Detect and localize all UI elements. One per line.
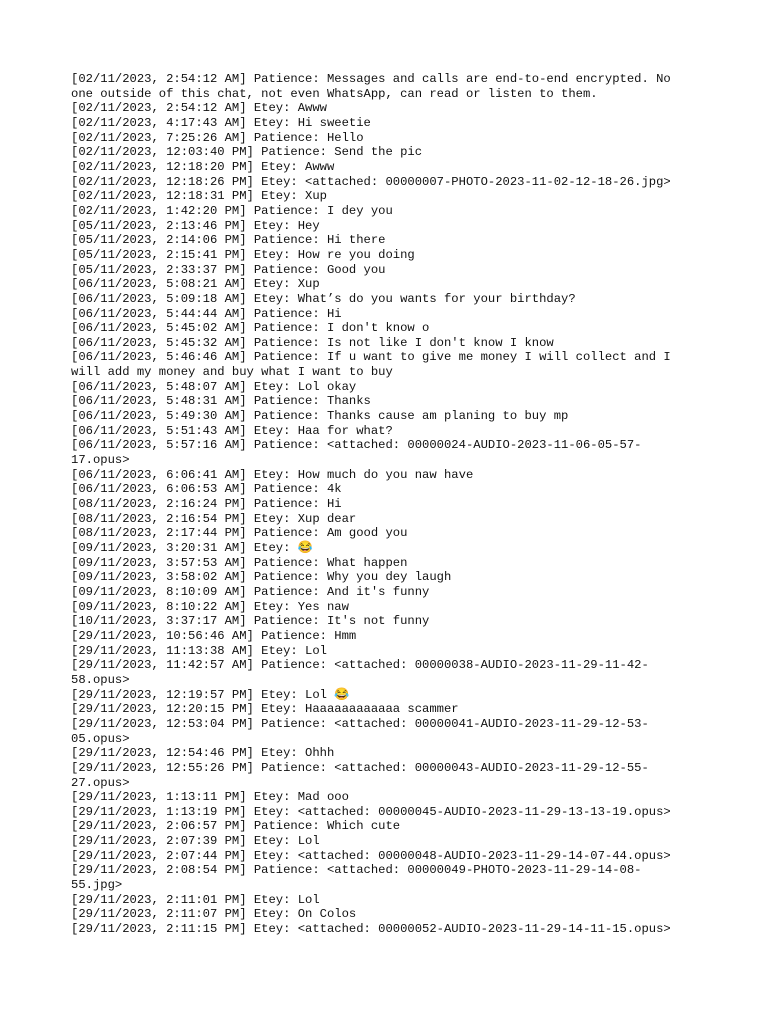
chat-line: [29/11/2023, 10:56:46 AM] Patience: Hmm [71, 628, 357, 643]
chat-line: [29/11/2023, 11:13:38 AM] Etey: Lol [71, 643, 327, 658]
chat-line: [06/11/2023, 5:44:44 AM] Patience: Hi [71, 306, 342, 321]
chat-line: [06/11/2023, 5:09:18 AM] Etey: What’s do you wants for your birthday? [71, 291, 576, 306]
chat-line: [29/11/2023, 12:20:15 PM] Etey: Haaaaaaaaaaaa scammer [71, 702, 459, 717]
chat-line: [02/11/2023, 7:25:26 AM] Patience: Hello [71, 130, 364, 145]
chat-line: [29/11/2023, 2:11:15 PM] Etey: <attached: 00000052-AUDIO-2023-11-29-14-11-15.opus> [71, 922, 671, 937]
chat-line: [29/11/2023, 1:13:11 PM] Etey: Mad ooo [71, 790, 349, 805]
chat-line: [29/11/2023, 2:08:54 PM] Patience: <attached: 00000049-PHOTO-2023-11-29-14-08- [71, 863, 642, 878]
chat-line: [06/11/2023, 5:08:21 AM] Etey: Xup [71, 277, 320, 292]
chat-line: [29/11/2023, 2:11:07 PM] Etey: On Colos [71, 907, 357, 922]
chat-line: [09/11/2023, 3:57:53 AM] Patience: What happen [71, 555, 408, 570]
chat-line: will add my money and buy what I want to buy [71, 365, 393, 380]
chat-line: 55.jpg> [71, 878, 123, 893]
chat-line: [05/11/2023, 2:15:41 PM] Etey: How re you doing [71, 247, 415, 262]
chat-line: [08/11/2023, 2:17:44 PM] Patience: Am good you [71, 526, 408, 541]
chat-line: [06/11/2023, 5:48:07 AM] Etey: Lol okay [71, 379, 357, 394]
chat-line: [06/11/2023, 5:45:32 AM] Patience: Is not like I don't know I know [71, 335, 554, 350]
chat-line: [29/11/2023, 2:11:01 PM] Etey: Lol [71, 892, 320, 907]
chat-line: 05.opus> [71, 731, 130, 746]
chat-line: [09/11/2023, 8:10:22 AM] Etey: Yes naw [71, 599, 349, 614]
chat-line: [05/11/2023, 2:13:46 PM] Etey: Hey [71, 218, 320, 233]
chat-line: [29/11/2023, 12:55:26 PM] Patience: <attached: 00000043-AUDIO-2023-11-29-12-55- [71, 760, 649, 775]
chat-line: [09/11/2023, 8:10:09 AM] Patience: And it's funny [71, 584, 430, 599]
chat-line: [29/11/2023, 2:07:44 PM] Etey: <attached: 00000048-AUDIO-2023-11-29-14-07-44.opus> [71, 848, 671, 863]
chat-line: [02/11/2023, 12:03:40 PM] Patience: Send the pic [71, 145, 423, 160]
chat-line: [29/11/2023, 1:13:19 PM] Etey: <attached: 00000045-AUDIO-2023-11-29-13-13-19.opus> [71, 804, 671, 819]
chat-line: [29/11/2023, 12:54:46 PM] Etey: Ohhh [71, 746, 335, 761]
chat-line: [08/11/2023, 2:16:24 PM] Patience: Hi [71, 497, 342, 512]
chat-line: [09/11/2023, 3:20:31 AM] Etey: 😂 [71, 541, 313, 555]
chat-line: [06/11/2023, 5:49:30 AM] Patience: Thanks cause am planing to buy mp [71, 409, 569, 424]
chat-line: [06/11/2023, 5:48:31 AM] Patience: Thanks [71, 394, 371, 409]
chat-line: [29/11/2023, 12:53:04 PM] Patience: <attached: 00000041-AUDIO-2023-11-29-12-53- [71, 716, 649, 731]
chat-line: [06/11/2023, 5:57:16 AM] Patience: <attached: 00000024-AUDIO-2023-11-06-05-57- [71, 438, 642, 453]
chat-line: [06/11/2023, 5:51:43 AM] Etey: Haa for what? [71, 423, 393, 438]
chat-export-text [71, 72, 691, 937]
chat-line: [06/11/2023, 6:06:41 AM] Etey: How much do you naw have [71, 467, 474, 482]
chat-line: [08/11/2023, 2:16:54 PM] Etey: Xup dear [71, 511, 357, 526]
chat-line: [05/11/2023, 2:33:37 PM] Patience: Good you [71, 262, 386, 277]
chat-line: [29/11/2023, 2:07:39 PM] Etey: Lol [71, 834, 320, 849]
chat-line: [02/11/2023, 12:18:26 PM] Etey: <attached: 00000007-PHOTO-2023-11-02-12-18-26.jpg> [71, 174, 671, 189]
chat-line: [10/11/2023, 3:37:17 AM] Patience: It's not funny [71, 614, 430, 629]
chat-line: [02/11/2023, 2:54:12 AM] Patience: Messages and calls are end-to-end encrypted. No [71, 72, 671, 86]
chat-line: 17.opus> [71, 453, 130, 468]
chat-line: [06/11/2023, 6:06:53 AM] Patience: 4k [71, 482, 342, 497]
chat-line: [02/11/2023, 12:18:20 PM] Etey: Awww [71, 159, 335, 174]
chat-line: [02/11/2023, 4:17:43 AM] Etey: Hi sweetie [71, 115, 371, 130]
chat-line: [29/11/2023, 12:19:57 PM] Etey: Lol 😂 [71, 687, 350, 702]
chat-line: [02/11/2023, 12:18:31 PM] Etey: Xup [71, 189, 327, 204]
chat-line: [29/11/2023, 2:06:57 PM] Patience: Which cute [71, 819, 401, 834]
chat-line: 27.opus> [71, 775, 130, 790]
chat-line: [29/11/2023, 11:42:57 AM] Patience: <attached: 00000038-AUDIO-2023-11-29-11-42- [71, 658, 649, 673]
chat-line: [02/11/2023, 1:42:20 PM] Patience: I dey you [71, 203, 393, 218]
chat-line: [09/11/2023, 3:58:02 AM] Patience: Why you dey laugh [71, 570, 452, 585]
chat-line: [06/11/2023, 5:46:46 AM] Patience: If u want to give me money I will collect and I [71, 350, 671, 365]
chat-line: one outside of this chat, not even WhatsApp, can read or listen to them. [71, 86, 598, 101]
chat-line: [02/11/2023, 2:54:12 AM] Etey: Awww [71, 101, 327, 116]
chat-line: [05/11/2023, 2:14:06 PM] Patience: Hi there [71, 233, 386, 248]
chat-line: [06/11/2023, 5:45:02 AM] Patience: I don't know o [71, 321, 430, 336]
chat-line: 58.opus> [71, 672, 130, 687]
